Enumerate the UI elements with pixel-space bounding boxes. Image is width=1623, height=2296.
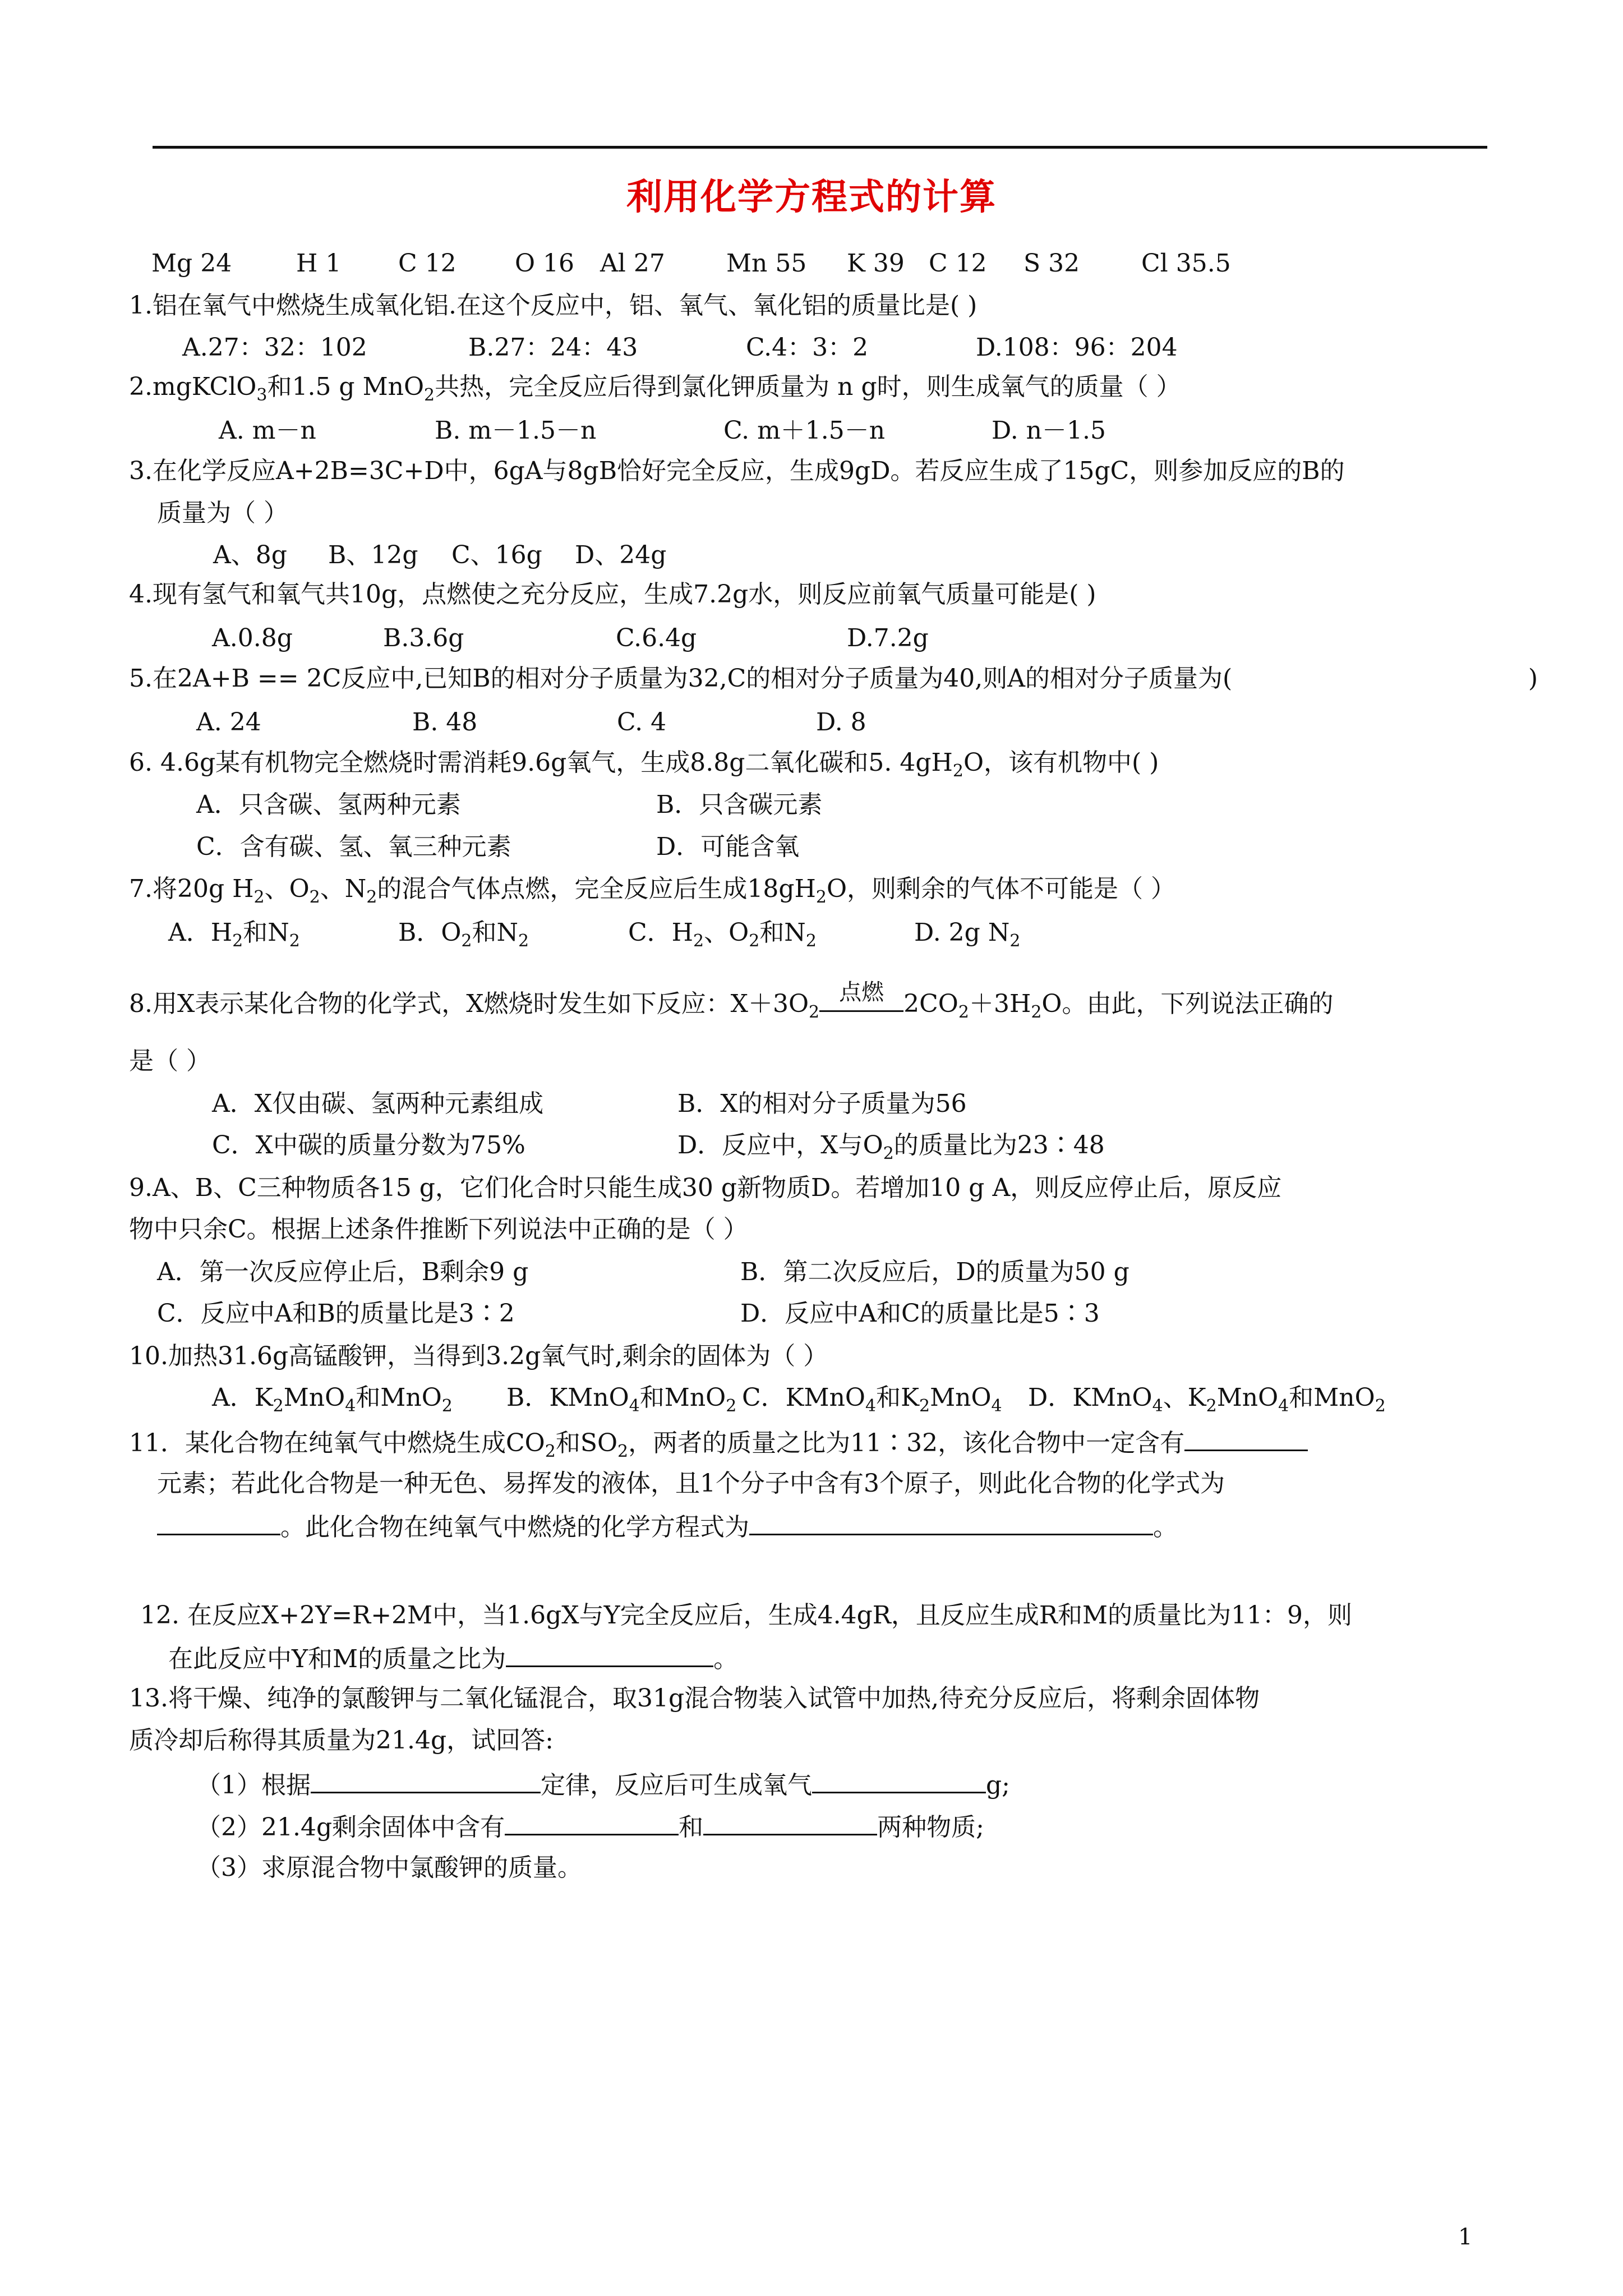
q9-option-a: A．第一次反应停止后，B剩余9 g <box>157 1258 529 1286</box>
q10-option-d: D．KMnO$_4$、$K_2MnO_4$和MnO$_2$ <box>1028 1383 1386 1416</box>
q13-part1: （1）根据 定律，反应后可生成氧气 g; <box>196 1767 1010 1802</box>
q6-option-c: C．含有碳、氢、氧三种元素 <box>196 832 511 861</box>
q6-option-a: A．只含碳、氢两种元素 <box>196 790 461 819</box>
q3-option-b: B、12g <box>328 541 418 569</box>
mass-c2: C 12 <box>929 249 987 278</box>
page-number: 1 <box>1458 2224 1473 2250</box>
q1-option-a: A.27：32：102 <box>182 333 367 362</box>
q11-line3: 。此化合物在纯氧气中燃烧的化学方程式为 。 <box>157 1509 1178 1544</box>
q2-option-b: B. m－1.5－n <box>435 416 597 445</box>
q13-part3: （3）求原混合物中氯酸钾的质量。 <box>196 1853 582 1882</box>
q13-stem: 13.将干燥、纯净的氯酸钾与二氧化锰混合，取31g混合物装入试管中加热,待充分反应后，将剩余固体物 <box>129 1684 1260 1713</box>
q1-option-b: B.27：24：43 <box>468 333 638 362</box>
q12-blank-ratio[interactable] <box>506 1641 713 1667</box>
q4-option-c: C.6.4g <box>616 624 697 652</box>
q10-option-b: B．KMnO$_4$和MnO$_2$ <box>506 1383 737 1416</box>
q3-stem: 3.在化学反应A+2B=3C+D中，6gA与8gB恰好完全反应，生成9gD。若反应生成了15gC，则参加反应的B的 <box>129 457 1345 485</box>
q13-blank-oxygen-mass[interactable] <box>812 1767 986 1793</box>
q8-option-b: B．X的相对分子质量为56 <box>677 1089 967 1118</box>
q3-option-d: D、24g <box>575 541 667 569</box>
q4-option-b: B.3.6g <box>383 624 464 652</box>
page-title: 利用化学方程式的计算 <box>626 176 997 218</box>
q1-option-c: C.4：3：2 <box>746 333 869 362</box>
q9-option-c: C．反应中A和B的质量比是3∶2 <box>157 1299 515 1328</box>
q6-option-d: D．可能含氧 <box>656 832 800 861</box>
q8-stem: 8.用X表示某化合物的化学式，X燃烧时发生如下反应：$X+3O_2$ 点燃 $2CO_2+3H_2O$。由此，下列说法正确的 <box>129 979 1334 1022</box>
q7-option-a: A．$H_2$和$N_2$ <box>168 918 300 951</box>
q4-stem: 4.现有氢气和氧气共10g，点燃使之充分反应，生成7.2g水，则反应前氧气质量可能是( ) <box>129 580 1096 609</box>
q13-blank-substance1[interactable] <box>505 1809 679 1835</box>
q2-option-a: A. m－n <box>219 416 316 445</box>
mass-h: H 1 <box>296 249 342 278</box>
q8-option-a: A．X仅由碳、氢两种元素组成 <box>212 1089 544 1118</box>
q6-stem: 6. 4.6g某有机物完全燃烧时需消耗9.6g氧气，生成8.8g二氧化碳和5. $4gH_2O$，该有机物中( ) <box>129 748 1159 781</box>
q12-stem: 12. 在反应X+2Y=R+2M中，当1.6gX与Y完全反应后，生成4.4gR，且反应生成R和M的质量比为11：9，则 <box>140 1601 1353 1630</box>
q10-stem: 10.加热31.6g高锰酸钾，当得到3.2g氧气时,剩余的固体为（ ） <box>129 1342 828 1370</box>
q5-option-d: D. 8 <box>816 708 866 737</box>
q11-stem: 11．某化合物在纯氧气中燃烧生成$CO_2$和$SO_2$，两者的质量之比为11∶32，该化合物中一定含有 <box>129 1425 1308 1460</box>
q10-option-c: C．KMnO$_4$和$K_2MnO_4$ <box>742 1383 1002 1416</box>
q7-option-d: D. 2g $N_2$ <box>914 918 1021 951</box>
q13-stem-cont: 质冷却后称得其质量为21.4g，试回答: <box>129 1726 554 1755</box>
q7-stem: 7.将20g $H_2$、$O_2$、$N_2$的混合气体点燃，完全反应后生成$18gH_2O$，则剩余的气体不可能是（ ） <box>129 875 1176 907</box>
q5-option-b: B. 48 <box>412 708 478 737</box>
q9-stem-cont: 物中只余C。根据上述条件推断下列说法中正确的是（ ） <box>129 1215 748 1244</box>
mass-mn: Mn 55 <box>726 249 807 278</box>
q5-stem: 5.在2A+B == 2C反应中,已知B的相对分子质量为32,C的相对分子质量为40,则A的相对分子质量为( <box>129 664 1233 693</box>
q9-stem: 9.A、B、C三种物质各15 g，它们化合时只能生成30 g新物质D。若增加10 g A，则反应停止后，原反应 <box>129 1174 1282 1202</box>
q2-option-c: C. m＋1.5－n <box>723 416 886 445</box>
mass-al: Al 27 <box>600 249 665 278</box>
q2-option-d: D. n－1.5 <box>992 416 1106 445</box>
q3-option-c: C、16g <box>451 541 542 569</box>
q10-option-a: A．$K_2MnO_4$和MnO$_2$ <box>212 1383 453 1416</box>
mass-k: K 39 <box>847 249 905 278</box>
q3-option-a: A、8g <box>213 541 287 569</box>
q4-option-d: D.7.2g <box>847 624 929 652</box>
q8-option-d: D．反应中，X与$O_2$的质量比为23∶48 <box>677 1131 1105 1163</box>
mass-o: O 16 <box>515 249 575 278</box>
q9-option-b: B．第二次反应后，D的质量为50 g <box>740 1258 1129 1286</box>
q11-blank-equation[interactable] <box>749 1509 1153 1535</box>
q12-line2: 在此反应中Y和M的质量之比为 。 <box>168 1641 738 1676</box>
q8-option-c: C．X中碳的质量分数为75% <box>212 1131 525 1159</box>
q1-option-d: D.108：96：204 <box>976 333 1178 362</box>
mass-cl: Cl 35.5 <box>1141 249 1231 278</box>
q11-line2: 元素；若此化合物是一种无色、易挥发的液体，且1个分子中含有3个原子，则此化合物的化学式为 <box>157 1469 1225 1498</box>
q2-stem: 2.mgKClO$_3$和1.5 g MnO$_2$共热，完全反应后得到氯化钾质量为 n g时，则生成氧气的质量（ ） <box>129 372 1181 405</box>
reaction-arrow: 点燃 <box>819 990 903 1012</box>
q13-part2: （2）21.4g剩余固体中含有 和 两种物质; <box>196 1809 984 1844</box>
q8-stem-cont: 是（ ） <box>129 1047 211 1075</box>
q13-blank-substance2[interactable] <box>703 1809 877 1835</box>
q7-option-c: C．$H_2$、$O_2$和$N_2$ <box>628 918 817 951</box>
q13-blank-law[interactable] <box>311 1767 541 1793</box>
q5-close-paren: ) <box>1528 664 1538 693</box>
q1-stem: 1.铝在氧气中燃烧生成氧化铝.在这个反应中，铝、氧气、氧化铝的质量比是( ) <box>129 291 978 320</box>
q4-option-a: A.0.8g <box>212 624 293 652</box>
q11-blank-elements[interactable] <box>1184 1425 1308 1451</box>
q11-blank-formula[interactable] <box>157 1509 280 1535</box>
mass-c: C 12 <box>398 249 457 278</box>
q6-option-b: B．只含碳元素 <box>656 790 823 819</box>
q5-option-c: C. 4 <box>617 708 667 737</box>
q3-stem-cont: 质量为（ ） <box>157 499 288 527</box>
q9-option-d: D．反应中A和C的质量比是5∶3 <box>740 1299 1100 1328</box>
mass-mg: Mg 24 <box>151 249 232 278</box>
q5-option-a: A. 24 <box>196 708 261 737</box>
q7-option-b: B．$O_2$和$N_2$ <box>398 918 529 951</box>
mass-s: S 32 <box>1023 249 1080 278</box>
header-rule <box>153 146 1487 149</box>
